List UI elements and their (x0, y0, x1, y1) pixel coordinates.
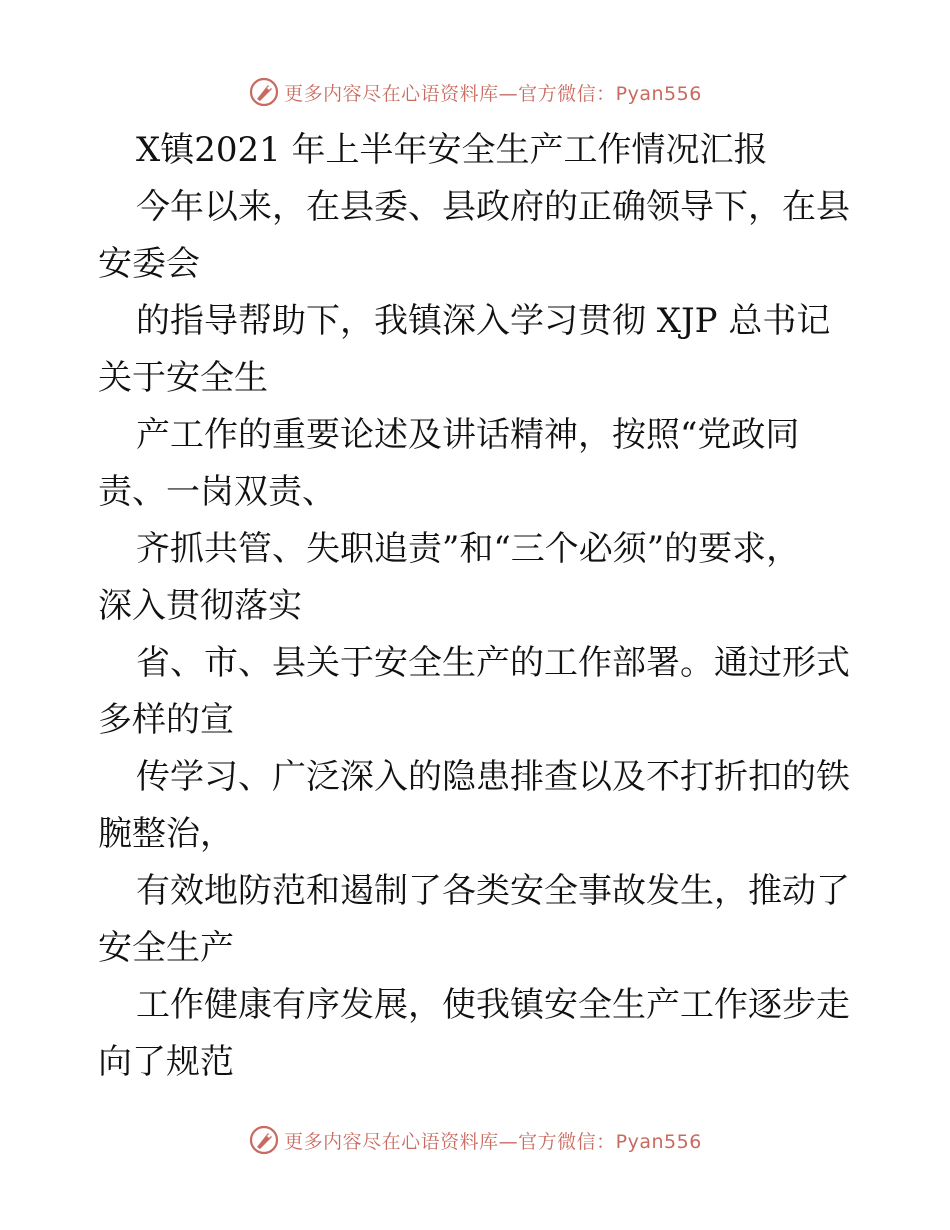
text-line: 向了规范 (98, 1042, 234, 1082)
text-line: 深入贯彻落实 (98, 586, 302, 626)
text-line: 有效地防范和遏制了各类安全事故发生，推动了 (136, 871, 850, 911)
text-line: 今年以来，在县委、县政府的正确领导下，在县 (136, 187, 850, 227)
text-line: 齐抓共管、失职追责”和“三个必须”的要求， (136, 529, 801, 569)
text-line: 的指导帮助下，我镇深入学习贯彻 XJP 总书记 (136, 301, 831, 341)
text-line: 传学习、广泛深入的隐患排查以及不打折扣的铁 (136, 757, 850, 797)
watermark-text: 更多内容尽在心语资料库—官方微信：Pyan556 (284, 1130, 702, 1153)
text-line: 关于安全生 (98, 358, 268, 398)
document-title: X镇2021 年上半年安全生产工作情况汇报 (136, 130, 768, 170)
text-line: 工作健康有序发展，使我镇安全生产工作逐步走 (136, 985, 850, 1025)
watermark-text: 更多内容尽在心语资料库—官方微信：Pyan556 (284, 82, 702, 105)
header-watermark (0, 72, 950, 112)
text-line: 腕整治， (98, 814, 234, 854)
footer-watermark (0, 1120, 950, 1160)
pen-nib-logo-icon (248, 76, 280, 108)
text-line: 安委会 (98, 244, 200, 284)
text-line: 多样的宣 (98, 700, 234, 740)
text-line: 安全生产 (98, 928, 234, 968)
text-line: 责、一岗双责、 (98, 472, 336, 512)
text-line: 产工作的重要论述及讲话精神，按照“党政同 (136, 415, 800, 455)
pen-nib-logo-icon (248, 1124, 280, 1156)
text-line: 省、市、县关于安全生产的工作部署。通过形式 (136, 643, 850, 683)
document-body (98, 122, 858, 1091)
